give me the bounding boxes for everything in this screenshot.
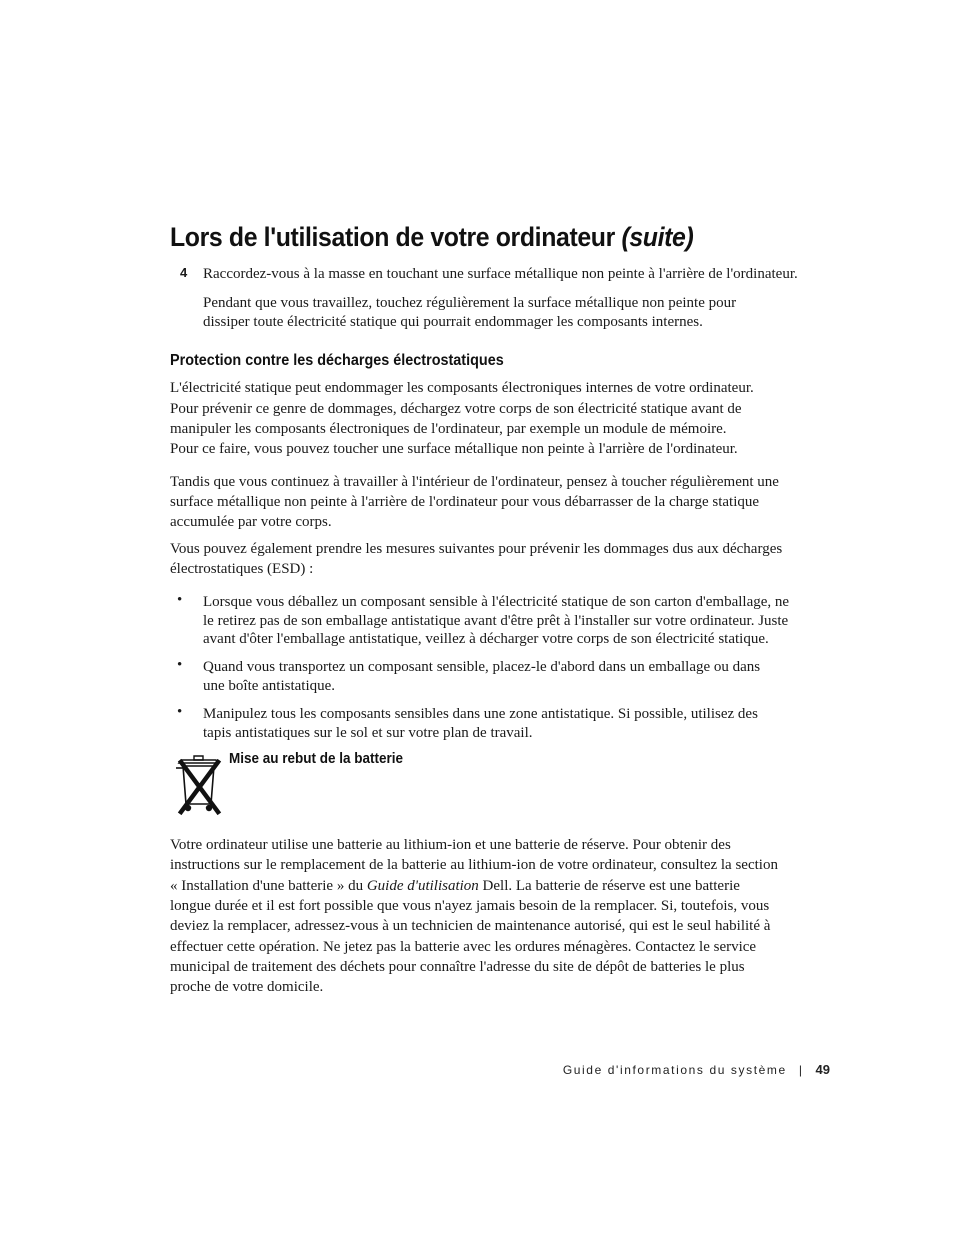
bullet-marker: •: [177, 704, 183, 720]
esd-para2-line: surface métallique non peinte à l'arrière de l'ordinateur pour vous débarrasser de la charge statique: [170, 494, 760, 510]
battery-para-line: instructions sur le remplacement de la batterie au lithium-ion de votre ordinateur, consultez la section: [170, 857, 778, 873]
esd-para1-line: manipuler les composants électroniques de l'ordinateur, par exemple un module de mémoire.: [170, 421, 727, 437]
bullet-marker: •: [177, 657, 183, 673]
page-title: [170, 222, 693, 253]
step-note-line-2: dissiper toute électricité statique qui pourrait endommager les composants internes.: [203, 314, 703, 330]
footer-separator: |: [798, 1063, 804, 1077]
battery-para-line: municipal de traitement des déchets pour connaître l'adresse du site de dépôt de batteries le plus: [170, 959, 745, 975]
step-text: Raccordez-vous à la masse en touchant une surface métallique non peinte à l'arrière de l'ordinateur.: [203, 266, 798, 282]
battery-para-line: deviez la remplacer, adressez-vous à un technicien de maintenance autorisé, qui est le seul habilité à: [170, 918, 771, 934]
battery-para-line: proche de votre domicile.: [170, 979, 324, 995]
esd-para1-line: L'électricité statique peut endommager les composants électroniques internes de votre ordinateur.: [170, 380, 754, 396]
footer-guide-title: Guide d'informations du système: [562, 1063, 787, 1077]
esd-para1-line: Pour prévenir ce genre de dommages, déchargez votre corps de son électricité statique avant de: [170, 401, 742, 417]
esd-para2-line: accumulée par votre corps.: [170, 514, 332, 530]
section-heading-battery: Mise au rebut de la batterie: [229, 750, 404, 767]
battery-para-line: longue durée et il est fort possible que vous n'ayez jamais besoin de la remplacer. Si, toutefois, vous: [170, 898, 770, 914]
page-number: 49: [815, 1062, 830, 1077]
bullet-3-line: tapis antistatiques sur le sol et sur votre plan de travail.: [203, 725, 533, 741]
battery-para-line: Votre ordinateur utilise une batterie au lithium-ion et une batterie de réserve. Pour obtenir des: [170, 837, 731, 853]
page-footer: [563, 1062, 830, 1077]
battery-line3-text: Dell. La batterie de réserve est une batterie: [478, 878, 740, 894]
esd-para2-line: Tandis que vous continuez à travailler à l'intérieur de l'ordinateur, pensez à toucher régulièrement une: [170, 474, 779, 490]
page-title-suffix: (suite): [621, 222, 694, 252]
battery-para-line-3: [170, 876, 740, 897]
esd-para3-line: électrostatiques (ESD) :: [170, 561, 314, 577]
crossed-out-wheeled-bin-icon: [176, 754, 224, 816]
bullet-1-line: Lorsque vous déballez un composant sensible à l'électricité statique de son carton d'emballage, ne: [203, 594, 790, 610]
esd-para1-line: Pour ce faire, vous pouvez toucher une surface métallique non peinte à l'arrière de l'ordinateur.: [170, 441, 738, 457]
bullet-2-line: Quand vous transportez un composant sensible, placez-le d'abord dans un emballage ou dans: [203, 659, 761, 675]
page-title-main: Lors de l'utilisation de votre ordinateur: [170, 222, 622, 252]
battery-line3-text: « Installation d'une batterie » du: [170, 878, 367, 894]
bullet-1-line: avant d'ôter l'emballage antistatique, veillez à décharger votre corps de son électricité statique.: [203, 631, 769, 647]
user-guide-title: Guide d'utilisation: [366, 878, 479, 894]
battery-para-line: effectuer cette opération. Ne jetez pas la batterie avec les ordures ménagères. Contactez le service: [170, 939, 757, 955]
bullet-2-line: une boîte antistatique.: [203, 678, 336, 694]
esd-para3-line: Vous pouvez également prendre les mesures suivantes pour prévenir les dommages dus aux décharges: [170, 541, 783, 557]
bullet-marker: •: [177, 592, 183, 608]
bullet-3-line: Manipulez tous les composants sensibles dans une zone antistatique. Si possible, utilisez des: [203, 706, 758, 722]
bullet-1-line: le retirez pas de son emballage antistatique avant d'être prêt à l'installer sur votre ordinateur. Juste: [203, 613, 789, 629]
step-number: 4: [180, 265, 188, 280]
step-note-line-1: Pendant que vous travaillez, touchez régulièrement la surface métallique non peinte pour: [203, 295, 737, 311]
section-heading-esd: Protection contre les décharges électrostatiques: [170, 352, 504, 369]
